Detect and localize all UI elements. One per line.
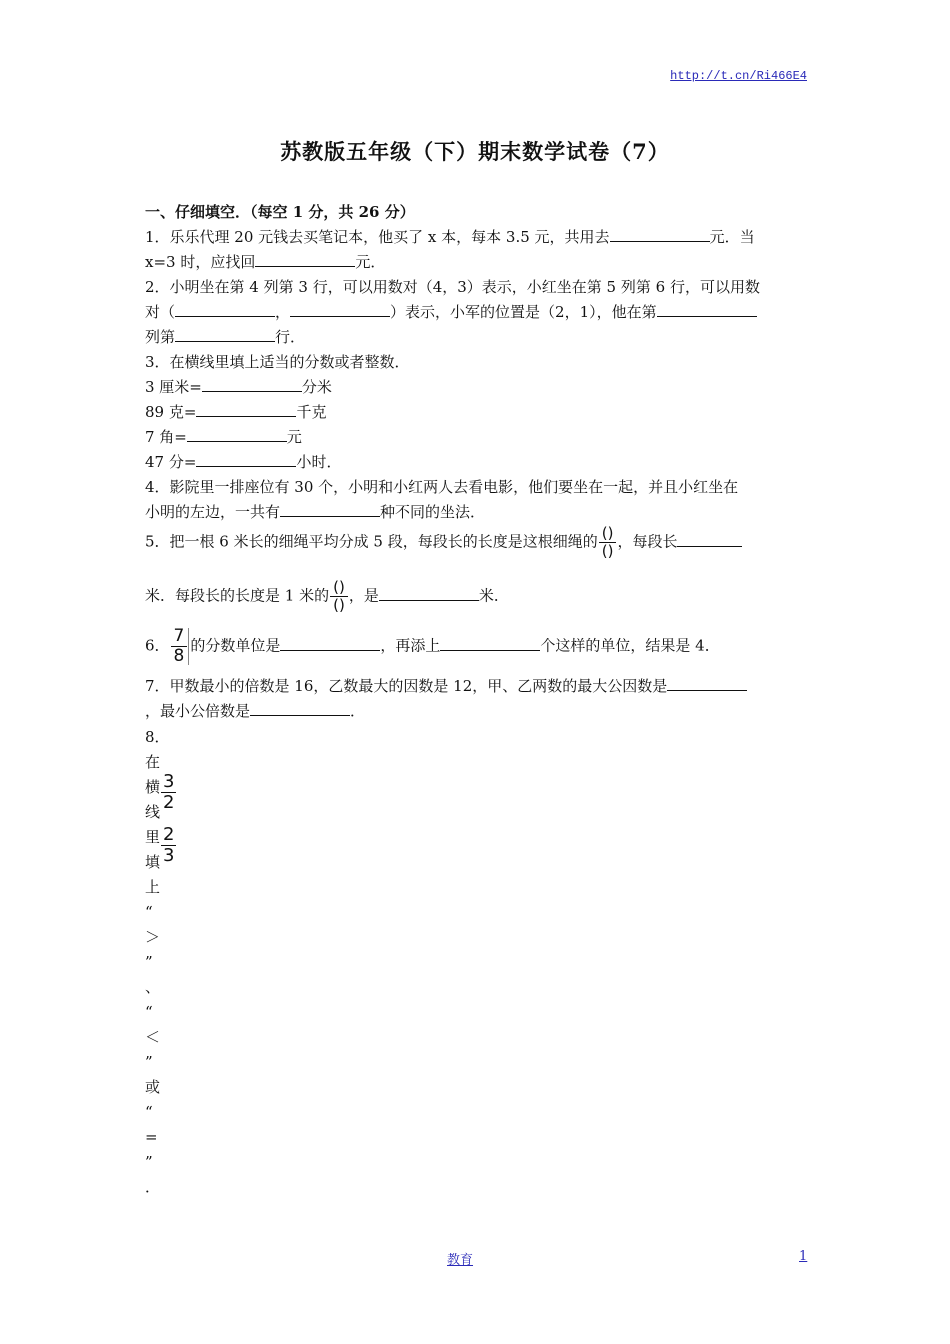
answer-blank[interactable]	[290, 301, 390, 317]
q8-char: 横	[145, 778, 161, 796]
q8-char: 8．	[145, 728, 170, 746]
q2-text-b: 对（	[145, 303, 176, 321]
q4-text-c: 种不同的坐法．	[380, 503, 486, 521]
answer-blank[interactable]	[610, 226, 710, 242]
q2-text-a: 2．小明坐在第 4 列第 3 行，可以用数对（4，3）表示，小红坐在第 5 列第 6 行，可以用数	[145, 278, 760, 296]
q3-item-unit: 分米	[301, 378, 332, 396]
answer-blank[interactable]	[187, 426, 287, 442]
q8-char: “	[145, 1103, 153, 1121]
q2-text-d: ）表示，小军的位置是（2，1），他在第	[390, 303, 657, 321]
q1-text-b: 元．当	[709, 228, 755, 246]
q8-char: 里	[145, 828, 161, 846]
q8-char: ”	[145, 953, 153, 971]
section-heading: 一、仔细填空．（每空 1 分，共 26 分）	[145, 203, 415, 221]
question-6	[145, 628, 720, 665]
answer-blank[interactable]	[379, 585, 479, 601]
q7-text-b: ，最小公倍数是	[145, 702, 251, 720]
q2-text-e: 列第	[145, 328, 176, 346]
question-2-line-1	[145, 276, 760, 298]
question-7-line-2	[145, 700, 365, 722]
fraction-placeholder: $\frac{()}{()}$	[330, 580, 348, 613]
header-link[interactable]: http://t.cn/Ri466E4	[670, 69, 807, 83]
q6-text-c: ，再添上	[380, 636, 441, 655]
q4-text-b: 小明的左边，一共有	[145, 503, 281, 521]
q8-char: ．	[145, 1178, 161, 1196]
q6-text-b: 的分数单位是	[190, 636, 281, 655]
question-5-line-2	[145, 580, 509, 613]
q2-text-c: ，	[275, 303, 291, 321]
answer-blank[interactable]	[175, 326, 275, 342]
q3-item-1	[145, 376, 332, 398]
q8-char: ”	[145, 1153, 153, 1171]
answer-blank[interactable]	[202, 376, 302, 392]
page-title: 苏教版五年级（下）期末数学试卷（7）	[280, 139, 670, 164]
answer-blank[interactable]	[196, 401, 296, 417]
q8-char: ＜	[145, 1028, 161, 1046]
answer-blank[interactable]	[440, 635, 540, 651]
question-5-line-1	[145, 526, 742, 559]
fraction-three-halves: $\frac{3}{2}$	[163, 771, 175, 813]
q7-text-a: 7．甲数最小的倍数是 16，乙数最大的因数是 12，甲、乙两数的最大公因数是	[145, 677, 668, 695]
q6-text-d: 个这样的单位，结果是 4．	[540, 636, 720, 655]
fraction-seven-eighths: $\frac{7}{8}$	[171, 628, 190, 665]
q3-item-4	[145, 451, 341, 473]
answer-blank[interactable]	[250, 700, 350, 716]
q8-char: 在	[145, 753, 161, 771]
question-3-intro: 3．在横线里填上适当的分数或者整数．	[145, 353, 410, 371]
answer-blank[interactable]	[677, 531, 742, 547]
q3-item-2	[145, 401, 326, 423]
q3-item-3	[145, 426, 302, 448]
q3-item-label: 47 分=	[145, 453, 197, 471]
question-2-line-3	[145, 326, 305, 348]
q8-char: ”	[145, 1053, 153, 1071]
q8-char: ＞	[145, 928, 161, 946]
q7-text-c: ．	[350, 702, 366, 720]
q5-text-a: 5．把一根 6 米长的细绳平均分成 5 段，每段长的长度是这根细绳的	[145, 532, 598, 551]
answer-blank[interactable]	[196, 451, 296, 467]
q3-item-label: 3 厘米=	[145, 378, 202, 396]
q6-number: 6．	[145, 636, 170, 655]
q8-char: 线	[145, 803, 161, 821]
answer-blank[interactable]	[667, 675, 747, 691]
q8-char: “	[145, 903, 153, 921]
q5-text-e: 米．	[478, 586, 509, 605]
q3-item-unit: 小时．	[296, 453, 342, 471]
page-number: 1	[799, 1249, 808, 1264]
question-7-line-1	[145, 675, 747, 697]
q8-char: 上	[145, 878, 161, 896]
question-1-line-2	[145, 251, 385, 273]
question-4-line-2	[145, 501, 485, 523]
q3-item-label: 89 克=	[145, 403, 197, 421]
q2-text-f: 行．	[275, 328, 306, 346]
q5-text-b: ，每段长	[617, 532, 678, 551]
footer-link[interactable]: 教育	[447, 1253, 474, 1268]
q3-item-label: 7 角=	[145, 428, 187, 446]
q8-char: 、	[145, 978, 161, 996]
q8-char: =	[145, 1128, 158, 1146]
q5-text-c: 米．每段长的长度是 1 米的	[145, 586, 330, 605]
question-4-line-1: 4．影院里一排座位有 30 个，小明和小红两人去看电影，他们要坐在一起，并且小红坐在	[145, 478, 739, 496]
answer-blank[interactable]	[255, 251, 355, 267]
q8-char: 或	[145, 1078, 161, 1096]
q5-text-d: ，是	[348, 586, 379, 605]
q1-text-d: 元．	[355, 253, 386, 271]
fraction-placeholder: $\frac{()}{()}$	[599, 526, 617, 559]
question-1-line-1	[145, 226, 755, 248]
q3-item-unit: 元	[286, 428, 302, 446]
q1-text-a: 1．乐乐代理 20 元钱去买笔记本，他买了 x 本，每本 3.5 元，共用去	[145, 228, 610, 246]
question-2-line-2	[145, 301, 757, 323]
answer-blank[interactable]	[175, 301, 275, 317]
q1-text-c: x=3 时，应找回	[145, 253, 256, 271]
q8-char: 填	[145, 853, 161, 871]
answer-blank[interactable]	[280, 501, 380, 517]
answer-blank[interactable]	[280, 635, 380, 651]
answer-blank[interactable]	[657, 301, 757, 317]
q3-item-unit: 千克	[296, 403, 327, 421]
fraction-two-thirds: $\frac{2}{3}$	[163, 824, 175, 866]
q8-char: “	[145, 1003, 153, 1021]
